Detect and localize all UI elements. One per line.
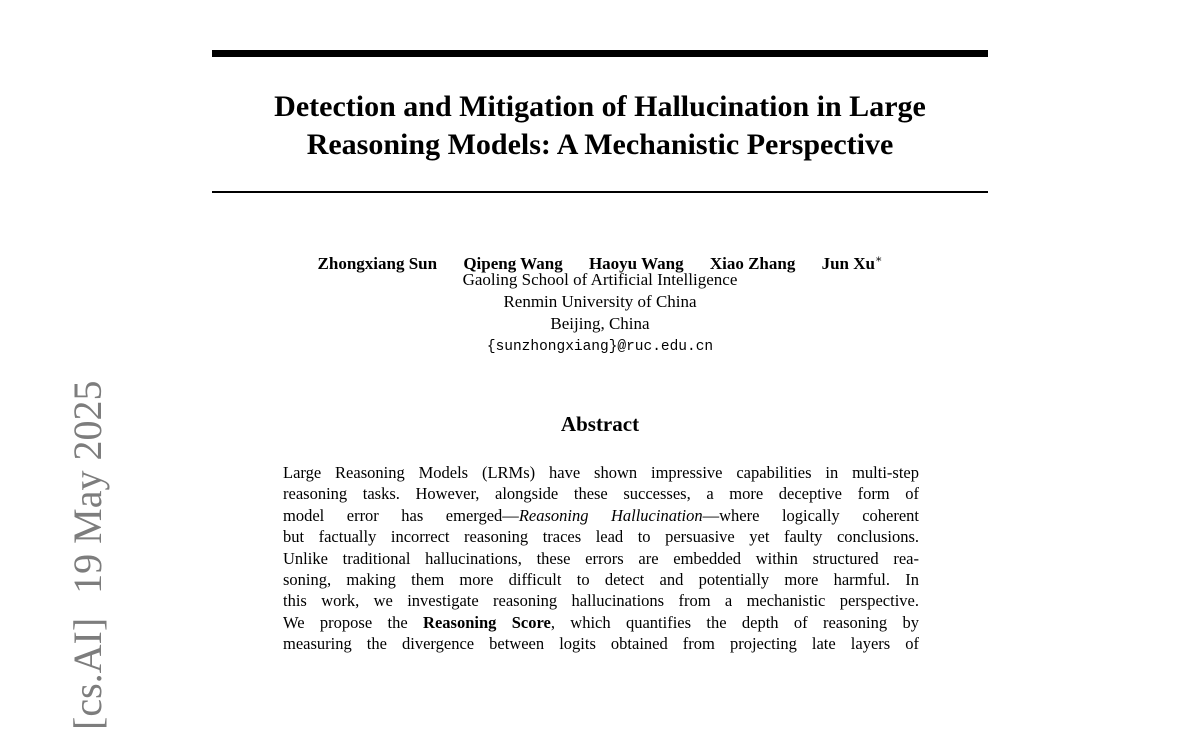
abstract-line: Large Reasoning Models (LRMs) have shown impressive capabilities in multi-step xyxy=(283,462,919,483)
arxiv-category: [cs.AI] xyxy=(65,618,110,730)
title-top-rule xyxy=(212,50,988,57)
abstract-line: model error has emerged—Reasoning Hallucination—where logically coherent xyxy=(283,505,919,526)
term-reasoning-score: Reasoning Score xyxy=(423,613,551,632)
term-reasoning-hallucination: Reasoning Hallucination xyxy=(519,506,703,525)
abstract-body xyxy=(283,462,919,655)
affiliation-university: Renmin University of China xyxy=(212,291,988,313)
author-email: {sunzhongxiang}@ruc.edu.cn xyxy=(212,336,988,358)
author-name: Jun Xu xyxy=(822,254,875,273)
author-name: Haoyu Wang xyxy=(589,254,684,273)
author-name: Zhongxiang Sun xyxy=(318,254,438,273)
affiliation-location: Beijing, China xyxy=(212,313,988,335)
abstract-line: measuring the divergence between logits obtained from projecting late layers of xyxy=(283,633,919,654)
paper-title xyxy=(212,88,988,164)
abstract-heading: Abstract xyxy=(212,410,988,438)
abstract-line: reasoning tasks. However, alongside these successes, a more deceptive form of xyxy=(283,483,919,504)
author-name: Xiao Zhang xyxy=(710,254,796,273)
abstract-line: Unlike traditional hallucinations, these errors are embedded within structured rea- xyxy=(283,548,919,569)
arxiv-stamp xyxy=(68,357,108,730)
title-line-1: Detection and Mitigation of Hallucination in Large xyxy=(212,88,988,126)
title-bottom-rule xyxy=(212,191,988,193)
title-line-2: Reasoning Models: A Mechanistic Perspective xyxy=(212,126,988,164)
abstract-line: this work, we investigate reasoning hallucinations from a mechanistic perspective. xyxy=(283,590,919,611)
corresponding-author-mark: ∗ xyxy=(875,253,882,265)
arxiv-date: 19 May 2025 xyxy=(65,381,110,594)
abstract-line: soning, making them more difficult to detect and potentially more harmful. In xyxy=(283,569,919,590)
author-name: Qipeng Wang xyxy=(463,254,562,273)
affiliation-school: Gaoling School of Artificial Intelligence xyxy=(212,269,988,291)
abstract-line: We propose the Reasoning Score, which quantifies the depth of reasoning by xyxy=(283,612,919,633)
abstract-line: but factually incorrect reasoning traces lead to persuasive yet faulty conclusions. xyxy=(283,526,919,547)
